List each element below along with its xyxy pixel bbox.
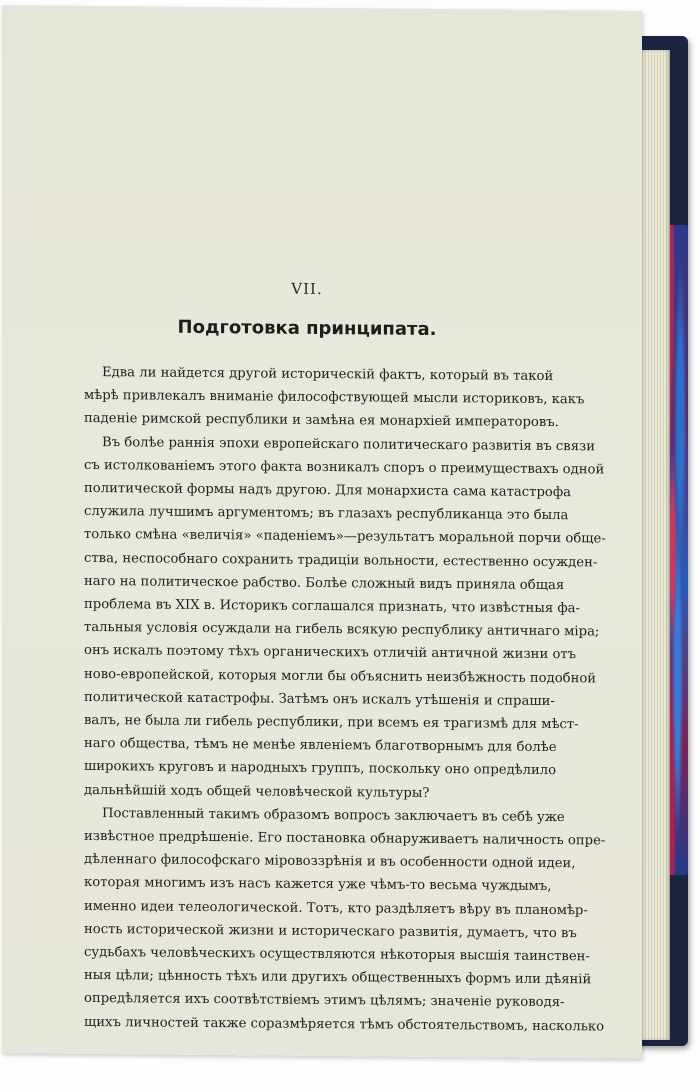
text-line: только смѣна «величія» «паденіемъ»—результатъ моральной порчи обще-: [84, 527, 606, 547]
book-page: [2, 5, 642, 1059]
text-line: наго на политическое рабство. Болѣе сложный видъ приняла общая: [84, 573, 565, 593]
text-line: ность исторической жизни и историческаго развитія, думаетъ, что въ: [84, 921, 577, 942]
text-line: широкихъ круговъ и народныхъ группъ, поскольку оно опредѣлило: [84, 759, 557, 779]
text-line: политической формы надъ другою. Для монархиста сама катастрофа: [84, 480, 572, 501]
text-line: дальнѣйшій ходъ общей человѣческой культуры?: [84, 782, 430, 801]
body-text: [84, 361, 606, 1038]
text-line: Едва ли найдется другой историческій фактъ, который въ такой: [102, 365, 554, 385]
text-line: мѣрѣ привлекалъ вниманіе философствующей мысли историковъ, какъ: [84, 388, 585, 408]
text-line: судьбахъ человѣческихъ осуществляются нѣкоторыя высшія таинствен-: [84, 945, 590, 965]
text-line: которая многимъ изъ насъ кажется уже чѣмъ-то весьма чуждымъ,: [84, 875, 552, 895]
text-line: именно идеи телеологической. Тотъ, кто раздѣляетъ вѣру въ планомѣр-: [84, 898, 588, 918]
text-line: тальныя условія осуждали на гибель всякую республику античнаго міра;: [84, 620, 600, 640]
chapter-number: VII.: [291, 279, 323, 299]
chapter-title: Подготовка принципата.: [177, 316, 437, 340]
text-line: ныя цѣли; цѣнность тѣхъ или другихъ общественныхъ формъ или дѣяній: [84, 968, 592, 988]
text-line: паденіе римской республики и замѣна ея монархіей императоровъ.: [84, 411, 559, 431]
text-line: наго общества, тѣмъ не менѣе явленіемъ благотворнымъ для болѣе: [84, 736, 557, 756]
text-line: политической катастрофы. Затѣмъ онъ искалъ утѣшенія и спраши-: [84, 689, 555, 709]
text-line: опредѣляется ихъ соотвѣтствіемъ этимъ цѣлямъ; значеніе руководя-: [84, 991, 565, 1011]
text-line: служила лучшимъ аргументомъ; въ глазахъ республиканца это была: [84, 504, 569, 524]
text-line: ново-европейской, которыя могли бы объяснить неизбѣжность подобной: [84, 666, 597, 687]
text-line: валъ, не была ли гибель республики, при всемъ ея трагизмѣ для мѣст-: [84, 712, 579, 733]
text-line: щихъ личностей также соразмѣряется тѣмъ обстоятельствомъ, насколько: [84, 1014, 605, 1035]
text-line: онъ искалъ поэтому тѣхъ органическихъ отличій античной жизни отъ: [84, 643, 577, 663]
text-line: извѣстное предрѣшеніе. Его постановка обнаруживаетъ наличность опре-: [84, 828, 606, 849]
text-line: Поставленный такимъ образомъ вопросъ заключаетъ въ себѣ уже: [102, 805, 565, 825]
text-line: дѣленнаго философскаго міровоззрѣнія и въ особенности одной идеи,: [84, 852, 576, 872]
text-line: проблема въ XIX в. Историкъ соглашался признать, что извѣстныя фа-: [84, 596, 580, 617]
text-line: ства, неспособнаго сохранить традиціи вольности, естественно осужден-: [84, 550, 598, 571]
text-line: Въ болѣе раннія эпохи европейскаго политическаго развитія въ связи: [102, 434, 596, 454]
text-line: съ истолкованіемъ этого факта возникалъ споръ о преимуществахъ одной: [84, 457, 605, 478]
